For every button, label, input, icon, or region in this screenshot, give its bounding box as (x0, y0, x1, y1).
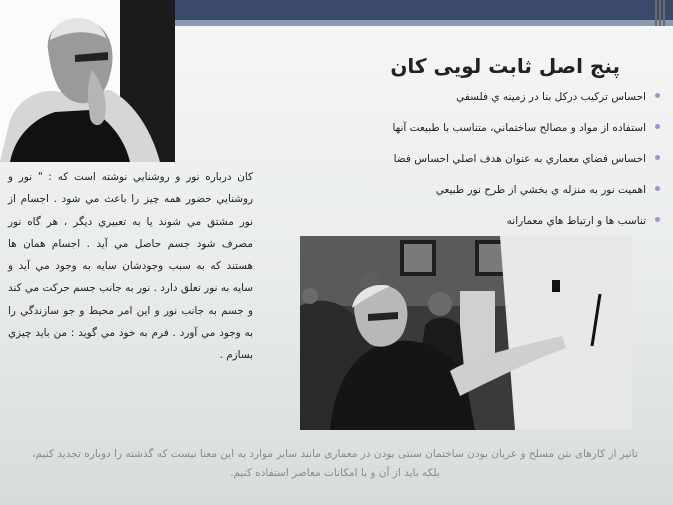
principles-list (360, 90, 660, 245)
pointing-photo (300, 236, 632, 430)
slide-title: پنج اصل ثابت لویی کان (390, 54, 620, 78)
kahn-quote: كان درباره نور و روشنايي نوشته است كه : " نور و روشنايي حضور همه چيز را باعث مي شود . اجسام از نور مشتق مي شوند يا به تعبيري ديگر ، هر گاه نور مصرف شود جسم حاصل مي آيد . اجسام همان ها هستند كه به سبب وجودشان سايه به وجود مي آيد و سايه به نور تعلق دارد . نور به جانب جسم حركت مي كند و جسم به جانب نور و اين امر محيط و جو سازندگي را به وجود مي آورد . فرم به خود مي گويد : من بايد چيزي بسازم . (8, 171, 253, 362)
header-stripe (663, 0, 665, 26)
list-item: احساس تركيب دركل بنا در زمينه ي فلسفي (360, 90, 660, 121)
footer-caption: تاثیر از کارهای بتن مسلح و عریان بودن ساختمان سنتی بودن در معماری مانند سایر موارد به این معنا نیست که گذشته را دوباره تجدید کنیم، بلکه باید از آن و با امکانات معاصر استفاده کنیم. (32, 448, 638, 479)
list-item: احساس فضاي معماري به عنوان هدف اصلي احساس فضا (360, 152, 660, 183)
bullet-dot-icon (655, 186, 660, 191)
header-stripe (659, 0, 661, 26)
bullet-dot-icon (655, 124, 660, 129)
portrait-photo (0, 0, 175, 162)
header-bar-accent (175, 20, 673, 26)
list-item: اهميت نور به منزله ي بخشي از طرح نور طبيعي (360, 183, 660, 214)
list-item: تناسب ها و ارتباط هاي معمارانه (360, 214, 660, 245)
bullet-dot-icon (655, 93, 660, 98)
list-item: استفاده از مواد و مصالح ساختماني، متناسب با طبيعت آنها (360, 121, 660, 152)
bullet-dot-icon (655, 217, 660, 222)
header-bar (175, 0, 673, 20)
bullet-dot-icon (655, 155, 660, 160)
header-stripe (655, 0, 657, 26)
